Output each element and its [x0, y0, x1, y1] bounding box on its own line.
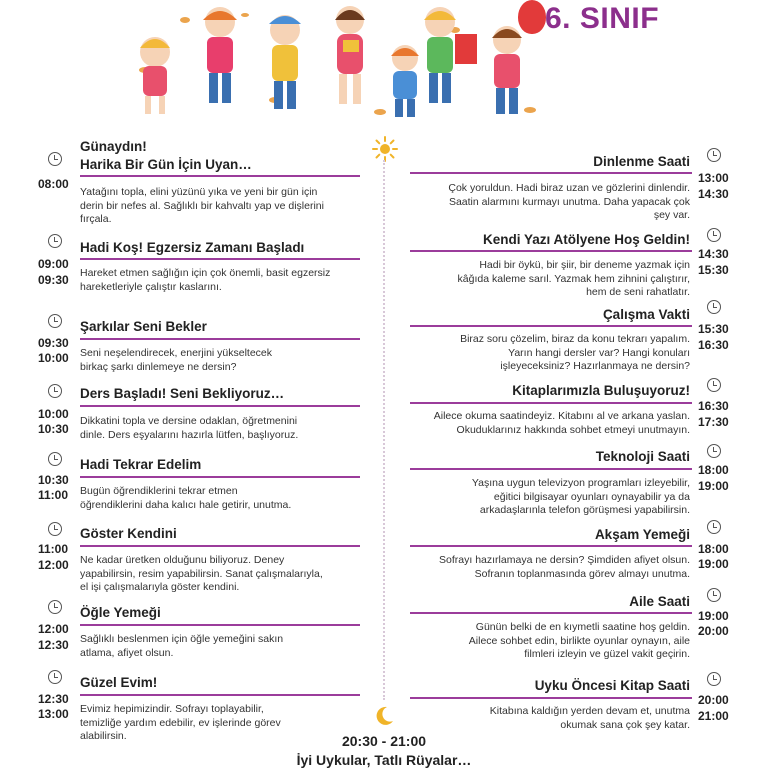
entry-description: Evimiz hepimizindir. Sofrayı toplayabilir, temizliğe yardım edebilir, ev işlerinde görev alabilirsin. — [80, 703, 281, 742]
entry-time: 12:30 — [38, 692, 69, 706]
entry-title: Kendi Yazı Atölyene Hoş Geldin! — [482, 232, 690, 247]
clock-icon — [48, 670, 62, 684]
entry-description: Sofrayı hazırlamaya ne dersin? Şimdiden afiyet olsun. Sofranın toplanmasında görev almayı unutma. — [439, 554, 690, 580]
entry-time: 14:30 — [698, 187, 729, 201]
entry-title: Göster Kendini — [80, 526, 177, 541]
entry-time: 12:30 — [38, 638, 69, 652]
footer-text: İyi Uykular, Tatlı Rüyalar… — [296, 752, 472, 768]
entry-title: Aile Saati — [629, 594, 690, 609]
clock-icon — [48, 314, 62, 328]
entry-time: 14:30 — [698, 247, 729, 261]
entry-description: Günün belki de en kıymetli saatine hoş geldin. Ailece sohbet edin, birlikte oyunlar oynayın, aile filmleri izleyin ve güzel vakit geçirin. — [468, 621, 690, 660]
clock-icon — [707, 378, 721, 392]
clock-icon — [707, 228, 721, 242]
entry-description: Sağlıklı beslenmen için öğle yemeğini sakın atlama, afiyet olsun. — [80, 633, 284, 659]
clock-icon — [48, 234, 62, 248]
entry-time: 10:30 — [38, 422, 69, 436]
header — [0, 0, 768, 130]
entry-description: Yatağını topla, elini yüzünü yıka ve yeni bir gün için derin bir nefes al. Sağlıklı bir kahvaltı yap ve dişlerini fırçala. — [80, 186, 324, 225]
clock-icon — [707, 672, 721, 686]
entry-description: Ailece okuma saatindeyiz. Kitabını al ve arkana yaslan. Okuduklarınız hakkında sohbet etmeyi unutmayın. — [433, 410, 690, 436]
title-underline — [410, 545, 692, 547]
title-underline — [410, 325, 692, 327]
entry-title: Akşam Yemeği — [594, 527, 690, 542]
title-underline — [410, 250, 692, 252]
clock-icon — [48, 384, 62, 398]
entry-time: 10:00 — [38, 407, 69, 421]
sun-icon — [372, 136, 398, 162]
title-underline — [80, 175, 360, 177]
entry-time: 15:30 — [698, 263, 729, 277]
entry-title: Günaydın! — [80, 139, 147, 154]
entry-time: 18:00 — [698, 542, 729, 556]
title-underline — [80, 476, 360, 478]
center-divider — [383, 160, 385, 700]
entry-time: 09:30 — [38, 273, 69, 287]
entry-title: Harika Bir Gün İçin Uyan… — [80, 157, 252, 172]
title-underline — [410, 402, 692, 404]
entry-time: 16:30 — [698, 399, 729, 413]
entry-time: 09:00 — [38, 257, 69, 271]
title-underline — [410, 172, 692, 174]
entry-description: Ne kadar üretken olduğunu biliyoruz. Deney yapabilirsin, resim yapabilirsin. Sanat çalışmalarıyla, el işi çalışmalarıyla göster kendini. — [80, 554, 323, 593]
entry-title: Hadi Tekrar Edelim — [80, 457, 202, 472]
clock-icon — [707, 588, 721, 602]
entry-time: 10:30 — [38, 473, 69, 487]
clock-icon — [707, 148, 721, 162]
grade-label: 6. SINIF — [545, 2, 660, 35]
entry-time: 21:00 — [698, 709, 729, 723]
title-underline — [410, 612, 692, 614]
entry-title: Öğle Yemeği — [80, 605, 161, 620]
entry-title: Ders Başladı! Seni Bekliyoruz… — [80, 386, 285, 401]
entry-description: Kitabına kaldığın yerden devam et, unutma okumak sana çok şey katar. — [489, 705, 690, 731]
entry-time: 16:30 — [698, 338, 729, 352]
balloon-icon — [518, 0, 546, 34]
clock-icon — [48, 600, 62, 614]
entry-description: Seni neşelendirecek, enerjini yükseltecek birkaç şarkı dinlemeye ne dersin? — [80, 347, 273, 373]
entry-title: Çalışma Vakti — [602, 307, 690, 322]
entry-time: 20:00 — [698, 693, 729, 707]
title-underline — [410, 468, 692, 470]
children-illustration — [125, 0, 555, 125]
clock-icon — [48, 452, 62, 466]
clock-icon — [48, 522, 62, 536]
entry-time: 17:30 — [698, 415, 729, 429]
title-underline — [80, 624, 360, 626]
title-underline — [80, 694, 360, 696]
entry-time: 19:00 — [698, 609, 729, 623]
entry-time: 10:00 — [38, 351, 69, 365]
entry-time: 12:00 — [38, 622, 69, 636]
entry-time: 15:30 — [698, 322, 729, 336]
entry-title: Hadi Koş! Egzersiz Zamanı Başladı — [80, 240, 305, 255]
entry-time: 20:00 — [698, 624, 729, 638]
entry-time: 18:00 — [698, 463, 729, 477]
entry-time: 11:00 — [38, 488, 69, 502]
clock-icon — [48, 152, 62, 166]
entry-time: 08:00 — [38, 177, 69, 191]
footer-time: 20:30 - 21:00 — [341, 733, 427, 749]
entry-title: Kitaplarımızla Buluşuyoruz! — [512, 383, 690, 398]
entry-time: 09:30 — [38, 336, 69, 350]
title-underline — [410, 697, 692, 699]
title-underline — [80, 338, 360, 340]
entry-time: 13:00 — [38, 707, 69, 721]
clock-icon — [707, 520, 721, 534]
entry-title: Güzel Evim! — [80, 675, 158, 690]
entry-title: Şarkılar Seni Bekler — [80, 319, 207, 334]
entry-description: Biraz soru çözelim, biraz da konu tekrarı yapalım. Yarın hangi dersler var? Hangi konuları işleyeceksiniz? Hazırlanmaya ne dersin? — [460, 333, 690, 372]
entry-time: 19:00 — [698, 479, 729, 493]
clock-icon — [707, 444, 721, 458]
clock-icon — [707, 300, 721, 314]
entry-time: 19:00 — [698, 557, 729, 571]
moon-icon — [372, 704, 396, 728]
title-underline — [80, 545, 360, 547]
entry-description: Bugün öğrendiklerini tekrar etmen öğrendiklerini daha kalıcı hale getirir, unutma. — [80, 485, 292, 511]
entry-time: 13:00 — [698, 171, 729, 185]
entry-time: 12:00 — [38, 558, 69, 572]
entry-title: Teknoloji Saati — [595, 449, 690, 464]
entry-description: Dikkatini topla ve dersine odaklan, öğretmenini dinle. Ders eşyalarını hazırla lütfen, başlıyoruz. — [80, 415, 299, 441]
title-underline — [80, 258, 360, 260]
entry-time: 11:00 — [38, 542, 69, 556]
entry-description: Çok yoruldun. Hadi biraz uzan ve gözlerini dinlendir. Saatin alarmını kurmayı unutma. Daha yapacak çok şey var. — [448, 182, 690, 221]
entry-description: Hadi bir öykü, bir şiir, bir deneme yazmak için kâğıda kaleme sarıl. Yazmak hem zihnini çalıştırır, hem de seni rahatlatır. — [457, 259, 690, 298]
entry-description: Hareket etmen sağlığın için çok önemli, basit egzersiz hareketleriyle çalıştır kaslarını. — [80, 267, 331, 293]
entry-description: Yaşına uygun televizyon programları izleyebilir, eğitici bilgisayar oyunları oynayabilir ya da arkadaşlarınla telefon görüşmesi yapabilirsin. — [471, 477, 690, 516]
entry-title: Uyku Öncesi Kitap Saati — [534, 678, 690, 693]
title-underline — [80, 405, 360, 407]
entry-title: Dinlenme Saati — [593, 154, 690, 169]
